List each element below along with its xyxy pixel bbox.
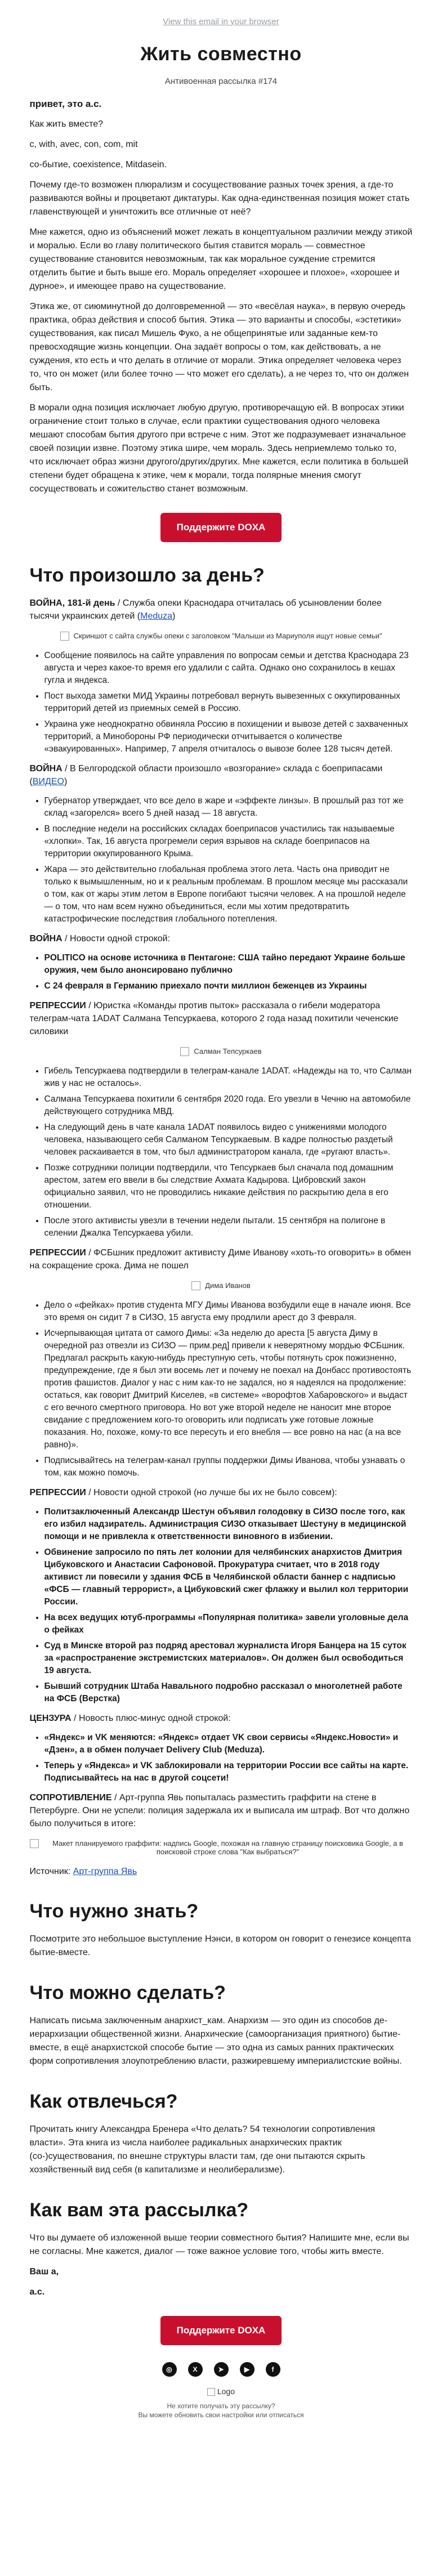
- intro-p3: со-бытие, coexistence, Mitdasein.: [29, 160, 167, 169]
- rep3-block: [30, 1486, 413, 1499]
- list-item: [44, 1680, 413, 1705]
- list-item: • Губернатор утверждает, что все дело в жаре и «эффекте линзы». В прошлый раз тот же склад «загорелся» всего 5 дней назад — 18 августа.: [44, 795, 413, 820]
- today-text: / Новости одной строкой:: [62, 934, 171, 943]
- logo: [30, 2387, 413, 2396]
- rep2-text: / ФСБшник предложит активисту Диме Иванову «хоть-то оговорить» в обмен на сокращение срока. Дима не пошел: [29, 1248, 411, 1271]
- wild-text: / В Белгородской области произошло «возгорание» склада с боеприпасами (: [29, 764, 383, 786]
- broken-image-icon: [30, 1839, 39, 1848]
- newsletter-title: Жить совместно: [140, 43, 302, 65]
- image-opeka-alt: Скриншот с сайта службы опеки с заголовком "Малыши из Мариуполя ищут новые семьи": [73, 632, 382, 640]
- today-label: ВОЙНА: [29, 934, 62, 943]
- image-tepsurkaev-alt: Салман Тепсуркаев: [194, 1047, 262, 1056]
- broken-image-icon: [191, 1281, 200, 1290]
- rep3-item-text: Политзаключенный Александр Шестун объявил голодовку в СИЗО после того, как его избил надзиратель. Администрация СИЗО отказывает Шестуну в медицинской помощи и не привлекла к ответственности виновного в избиении.: [44, 1507, 407, 1541]
- resistance-label: СОПРОТИВЛЕНИЕ: [29, 1793, 112, 1803]
- list-item: • Исчерпывающая цитата от самого Димы: «За неделю до ареста [5 августа Диму в очередной раз отвезли из СИЗО — прим.ред] привели к неверятному мордью ФСБшник. Предлагал раскрыть какую-нибудь преступную сеть, чтобы потянуть срок пожизненно, предупреждение, где я был эти восемь лет и почему не поехал на Донбасс противостоять против фашистов. Диалог у нас с ним как-то не задался, но я надеялся на продолжение: остаться, как говорит Дмитрий Киселев, «в системе» «ворофтов Хабаровского» и выдаст с его вечного смертного приговора. Но вот уже второй неделе не наносит мне второе свидание с предложением кого-то оговорить или подписать уже готовые ложные показания. Но, похоже, кому-то все пересуть и его внебля — все ровно на нас (а на все равно)».: [44, 1327, 413, 1451]
- list-item: • Жара — это действительно глобальная проблема этого лета. Часть она приводит не только к вымышленным, но и к реальным проблемам. В прошлом месяце мы рассказали о том, как от жары этим летом в Европе погибают тысячи человек. А на прошлой неделе — о том, что нам всем нужно объединиться, если мы хотим предотвратить катастрофические последствия глобального потепления.: [44, 864, 413, 925]
- list-item: [44, 952, 413, 977]
- list-item: [44, 1760, 413, 1785]
- support-button[interactable]: Поддержите DOXA: [160, 513, 282, 542]
- censorship-block: [30, 1712, 413, 1725]
- feedback-text: Что вы думаете об изложенной выше теории совместного бытия? Напишите мне, если вы не согласны. Мне кажется, диалог — тоже важное условие того, чтобы жить вместе.: [29, 2233, 409, 2256]
- broken-image-icon: [60, 632, 69, 641]
- war-tail: ): [172, 611, 176, 621]
- wild-list: [30, 795, 413, 925]
- resistance-block: [30, 1791, 413, 1830]
- x-icon[interactable]: X: [188, 2362, 203, 2377]
- today-block: [30, 932, 413, 945]
- intro-p6: Этика же, от сиюминутной до долговременной — это «весёлая наука», в первую очередь практика, образ действия и способ бытия. Этика — это варианты и способы, «эстетики» существования, как писал Мишель Фуко, а не общепринятые или заданные кем-то превосходящие жизнь концепции. Она задаёт вопросы о том, как действовать, а не суждения, кто есть и что делать в отличие от морали. Этика определяет человека через то, что он может (или более точно — что может его сделать), а не через то, что он должен быть.: [29, 302, 409, 392]
- rep1-block: [30, 999, 413, 1038]
- todo-heading: Что можно сделать?: [29, 1982, 226, 2003]
- rep2-list: [30, 1299, 413, 1479]
- rep3-label: РЕПРЕССИИ: [29, 1488, 86, 1497]
- signature-line2: [30, 2286, 413, 2299]
- rep1-list: [30, 1065, 413, 1240]
- list-item: • Гибель Тепсуркаева подтвердили в телеграм-канале 1ADAT. «Надежды на то, что Салман жив у нас не осталось».: [44, 1065, 413, 1090]
- war-block: [30, 597, 413, 623]
- know-heading: Что нужно знать?: [29, 1900, 199, 1922]
- rep3-item-text: На всех ведущих ютуб-программы «Популярная политика» завели уголовные дела о фейках: [44, 1613, 409, 1635]
- censorship-item-text: «Яндекс» и VK меняются: «Яндекс» отдает VK свои сервисы «Яндекс.Новости» и «Дзен», а в обмен получает Delivery Club (Meduza).: [44, 1733, 399, 1755]
- image-opeka: [30, 632, 413, 641]
- image-tepsurkaev: [30, 1047, 413, 1056]
- feedback-heading: Как вам эта рассылка?: [29, 2199, 249, 2221]
- news-heading: Что произошло за день?: [29, 565, 265, 586]
- email-container: [30, 0, 413, 2420]
- signature-line1: [30, 2265, 413, 2279]
- intro-p2: с, with, avec, con, com, mit: [29, 140, 138, 149]
- distract-text: Прочитать книгу Александра Бренера «Что делать? 54 технологии сопротивления власти». Эта книга из числа наиболее радикальных анархических практик (со-)существования, по внешне структуры власти там, где они пытаются скрыть хозяйственный вид себя (в капитализме и неолиберализме).: [29, 2125, 376, 2175]
- censorship-list: [30, 1732, 413, 1785]
- war-link[interactable]: Meduza: [140, 611, 173, 621]
- broken-image-icon: [180, 1047, 189, 1056]
- youtube-icon[interactable]: ▶: [240, 2362, 255, 2377]
- instagram-icon[interactable]: ◎: [162, 2362, 177, 2377]
- distract-heading: Как отвлечься?: [29, 2091, 178, 2112]
- rep2-label: РЕПРЕССИИ: [29, 1248, 86, 1258]
- todo-text: Написать письма заключенным анархист_кам. Анархизм — это один из способов де-иерархизации общественной жизни. Анархические (самоорганизация приятного) бытие-вместе, в ещё анархистской способе бытие — это одна из самых ранних практических форм сопротивления злоупотреблению власти, разжиревшему империалистские войны.: [29, 2016, 402, 2066]
- list-item: • После этого активисты увезли в течении недели пытали. 15 сентября на полигоне в селении Джалка Тепсуркаева убили.: [44, 1215, 413, 1240]
- greeting: привет, это а.с.: [29, 99, 102, 109]
- footer-line2[interactable]: Вы можете обновить свои настройки или отписаться: [138, 2411, 304, 2420]
- list-item: • В последние недели на российских складах боеприпасов участились так называемые «хлопки». Так, 16 августа прогремели серия взрывов на складе боеприпасов на территории оккупированного Крыма.: [44, 823, 413, 860]
- rep3-item-text: Обвинение запросило по пять лет колонии для челябинских анархистов Дмитрия Цибуковского и Анастасии Сафоновой. Прокуратура считает, что в 2018 году активист ли повесили у здания ФСБ в Челябинской области баннер с надписью «ФСБ — главный террорист», а Цибуковский сжег флажку и вылил кол территории России.: [44, 1548, 409, 1607]
- list-item: • Сообщение появилось на сайте управления по вопросам семьи и детства Краснодара 23 августа и через какое-то время его удалили с сайта. Однако оно сохранилось в кешах гугла и яндекса.: [44, 650, 413, 687]
- rep3-item-text: Суд в Минске второй раз подряд арестовал журналиста Игоря Банцера на 15 суток за «распространение экстремистских материалов». Он должен был освободиться 19 августа.: [44, 1641, 407, 1675]
- rep3-list: [30, 1506, 413, 1705]
- signature-text1: Ваш а,: [29, 2267, 59, 2277]
- list-item: • Пост выхода заметки МИД Украины потребовал вернуть вывезенных с оккупированных территорий детей из приемных семей в Россию.: [44, 690, 413, 715]
- source-link[interactable]: Арт-группа Явь: [73, 1867, 137, 1876]
- signature-text2: а.с.: [29, 2287, 45, 2297]
- resistance-text: / Арт-группа Явь попыталась разместить граффити на стене в Петербурге. Они не успели: полиция задержала их и выписала им штраф. Вот что должно было получиться в итоге:: [29, 1793, 410, 1828]
- image-ivanov-alt: Дима Иванов: [205, 1281, 251, 1290]
- logo-alt: Logo: [217, 2387, 235, 2396]
- today-list: [30, 952, 413, 992]
- censorship-text: / Новость плюс-минус одной строкой:: [71, 1714, 231, 1723]
- war-text: / Служба опеки Краснодара отчиталась об усыновлении более тысячи украинских детей (: [29, 598, 382, 621]
- list-item: • Украина уже неоднократно обвиняла Россию в похищении и вывозе детей с захваченных территорий, а Минобороны РФ периодически отчитывается о количестве «эвакуированных». Например, 7 апреля отчиталось о вывозе более 128 тысяч детей.: [44, 718, 413, 755]
- censorship-label: ЦЕНЗУРА: [29, 1714, 72, 1723]
- list-item: [44, 1506, 413, 1543]
- wild-label: ВОЙНА: [29, 764, 62, 773]
- list-item: • Подписывайтесь на телеграм-канал группы поддержки Димы Иванова, чтобы узнавать о том, как можно помочь.: [44, 1455, 413, 1479]
- facebook-icon[interactable]: f: [266, 2362, 280, 2377]
- intro-p4: Почему где-то возможен плюрализм и сосуществование разных точек зрения, а где-то развиваются войны и процветают диктатуры. Как одна-единственная позиция может стать главенствующей и уничтожить все отличные от неё?: [29, 180, 410, 217]
- list-item: [44, 1640, 413, 1677]
- image-graffiti: [30, 1839, 413, 1856]
- rep3-item-text: Бывший сотрудник Штаба Навального подробно рассказал о многолетней работе на ФСБ (Верстка): [44, 1681, 403, 1703]
- footer-line1: Не хотите получать эту рассылку?: [167, 2402, 275, 2410]
- footer: [30, 2401, 413, 2420]
- source-label: Источник:: [29, 1867, 73, 1876]
- wild-tail: ): [64, 777, 68, 786]
- view-in-browser-link[interactable]: View this email in your browser: [163, 17, 279, 26]
- war-label: ВОЙНА, 181-й день: [29, 598, 115, 608]
- rep1-text: / Юристка «Команды против пыток» рассказала о гибели модератора телеграм-чата 1ADAT Салмана Тепсуркаева, которого 2 года назад похитили чеченские силовики: [29, 1001, 399, 1036]
- today-item-text: С 24 февраля в Германию приехало почти миллион беженцев из Украины: [44, 981, 367, 991]
- wild-block: [30, 762, 413, 788]
- wild-link[interactable]: ВИДЕО: [32, 777, 64, 786]
- image-ivanov: [30, 1281, 413, 1290]
- list-item: • Салмана Тепсуркаева похитили 6 сентября 2020 года. Его увезли в Чечню на автомобиле действующего сотрудника МВД.: [44, 1093, 413, 1118]
- social-links: [30, 2362, 413, 2377]
- list-item: [44, 1612, 413, 1636]
- know-text: Посмотрите это небольшое выступление Нэнси, в котором он говорит о генезисе концепта бытие-вместе.: [29, 1934, 411, 1957]
- rep3-text: / Новости одной строкой (но лучше бы их не было совсем):: [86, 1488, 337, 1497]
- rep2-block: [30, 1246, 413, 1272]
- source-line: [30, 1865, 413, 1878]
- intro-p7: В морали одна позиция исключает любую другую, противоречащую ей. В вопросах этики ограничение стоит только в случае, если практики существования одного человека мешают способам бытия другого при встрече с ним. Этот же подразумевает изначальное своей позиции извне. Поэтому этика шире, чем мораль. Здесь неприемлемо только то, что исключает образ жизни другого/других/других. Мне кажется, если политика в большей степени будет обращена к этике, чем к морали, тогда полярные мнения смогут сосуществовать и сожительство станет возможным.: [29, 403, 409, 494]
- image-graffiti-alt: Макет планируемого граффити: надпись Google, похожая на главную страницу поисковика Google, а в поисковой строке слова "Как выбраться?": [52, 1839, 403, 1856]
- list-item: • На следующий день в чате канала 1ADAT появилось видео с унижениями молодого человека, называющего себя Салманом Тепсуркаевым. В кадре полностью раздетый человек раскаивается в том, что был администратором канала, где «ругают власть».: [44, 1121, 413, 1159]
- issue-label: Антивоенная рассылка #174: [164, 77, 278, 86]
- intro-p5: Мне кажется, одно из объяснений может лежать в концептуальном различии между этикой и моралью. Если во главу политического бытия ставится мораль — совместное существование становится невозможным, так как моральное суждение стремится отделить бытие и быть выше его. Мораль определяет «хорошее и плохое», «хорошее и дурное», и имеющее право на существование.: [29, 227, 413, 291]
- today-item-text: POLITICO на основе источника в Пентагоне: США тайно передают Украине больше оружия, чем было анонсировано публично: [44, 953, 405, 975]
- support-button-bottom[interactable]: Поддержите DOXA: [160, 2316, 282, 2345]
- rep1-label: РЕПРЕССИИ: [29, 1001, 86, 1010]
- censorship-item-text: Теперь у «Яндекса» и VK заблокировали на территории России все сайты на карте. Подписывайтесь на нас в другой соцсети!: [44, 1761, 409, 1783]
- telegram-icon[interactable]: ➤: [214, 2362, 229, 2377]
- list-item: [44, 1732, 413, 1756]
- list-item: [44, 980, 413, 992]
- list-item: • Позже сотрудники полиции подтвердили, что Тепсуркаев был сначала под домашним арестом, затем его ввели в бы следствие Ахмата Кадырова. Цибровский закон официально заявил, что не проводились никакие действия по раскрытию дела в его отношении.: [44, 1162, 413, 1211]
- list-item: • Дело о «фейках» против студента МГУ Димы Иванова возбудили еще в начале июня. Все это время он сидит 7 в СИЗО, 15 августа ему продлили арест до 3 февраля.: [44, 1299, 413, 1324]
- list-item: [44, 1546, 413, 1608]
- war-list: [30, 650, 413, 755]
- intro-p1: Как жить вместе?: [29, 119, 104, 129]
- broken-image-icon: [207, 2388, 215, 2396]
